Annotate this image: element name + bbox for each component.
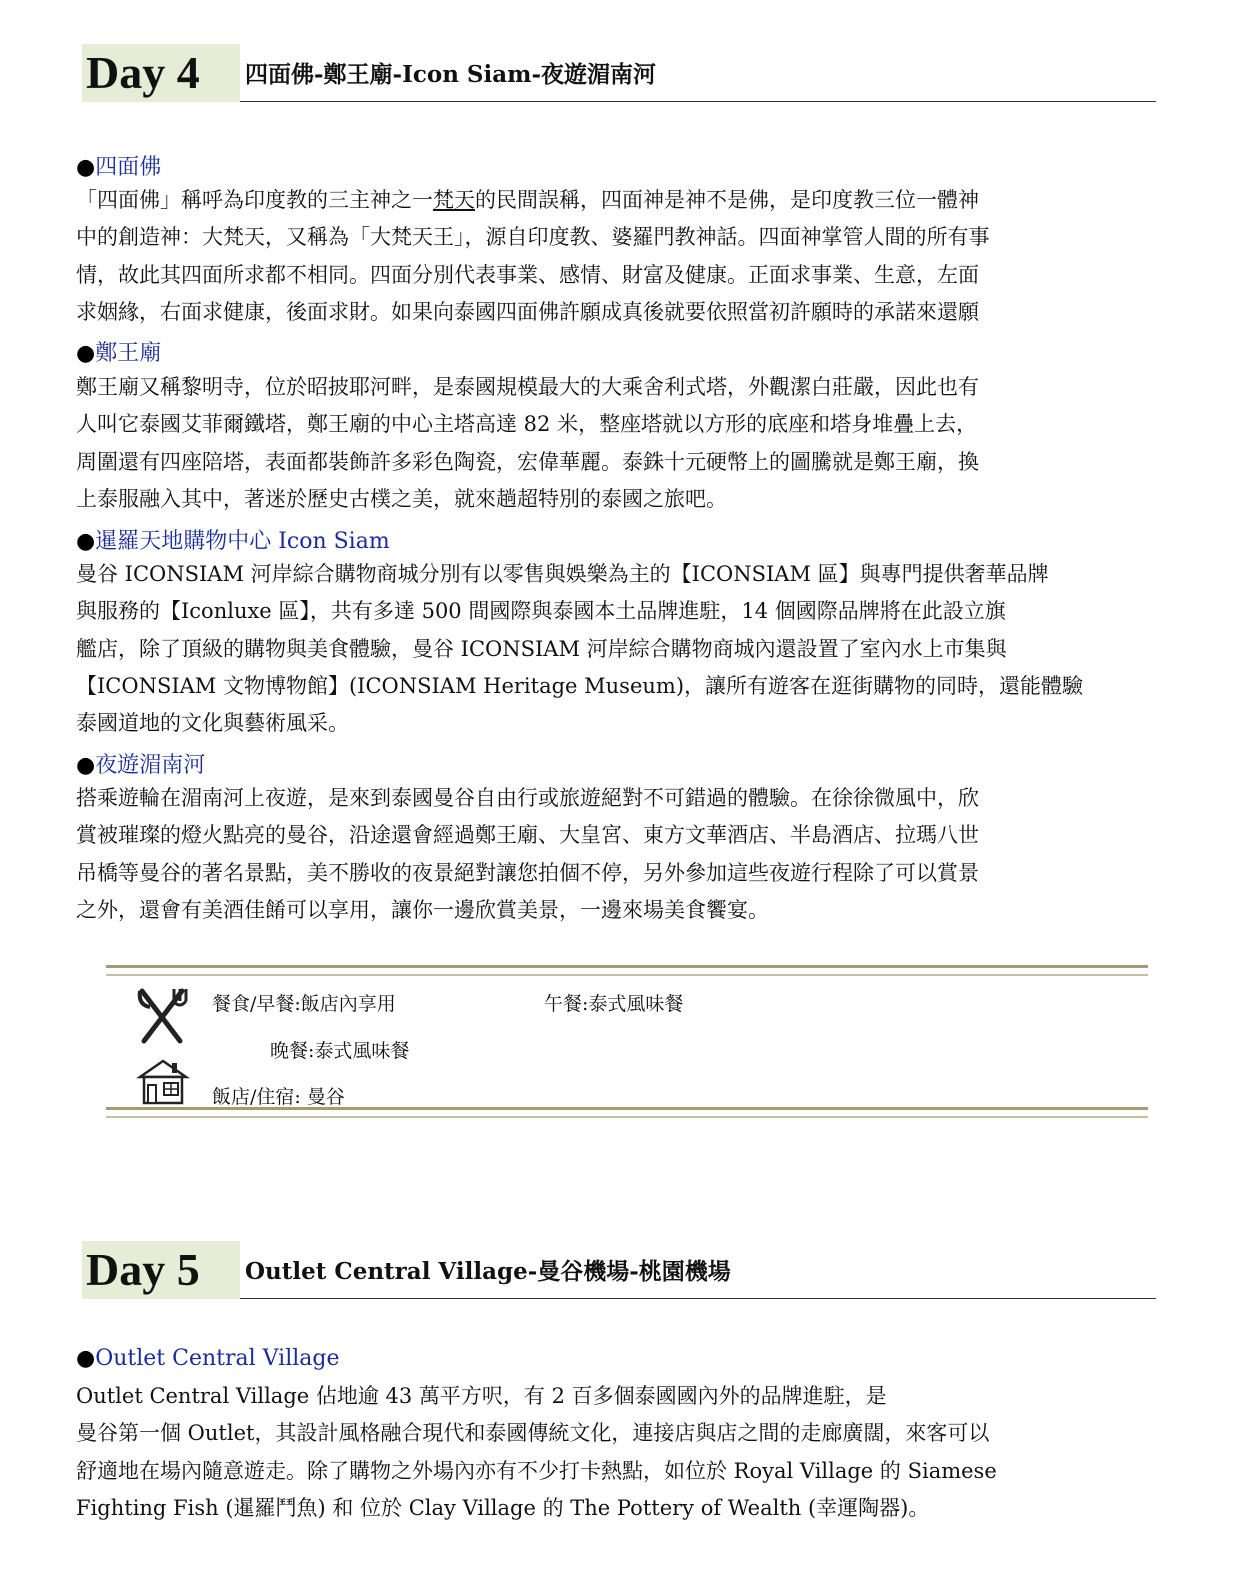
- dinner-text: 晚餐:泰式風味餐: [270, 1040, 410, 1062]
- brahma-underlined-term: 梵天: [433, 188, 475, 212]
- house-icon: [136, 1059, 190, 1109]
- paragraph-line: 吊橋等曼谷的著名景點，美不勝收的夜景絕對讓您拍個不停，另外參加這些夜遊行程除了可以賞景: [76, 860, 979, 885]
- lunch-text: 午餐:泰式風味餐: [544, 993, 684, 1015]
- paragraph-line: Outlet Central Village 佔地逾 43 萬平方呎，有 2 百多個泰國國內外的品牌進駐，是: [76, 1384, 887, 1408]
- day5-header: [82, 1241, 1156, 1301]
- section-heading-outlet-central-village: ●Outlet Central Village: [76, 1346, 340, 1371]
- paragraph-line: 曼谷 ICONSIAM 河岸綜合購物商城分別有以零售與娛樂為主的【ICONSIAM 區】與專門提供奢華品牌: [76, 562, 1049, 586]
- fork-knife-icon: [136, 987, 188, 1049]
- paragraph-line: 與服務的【Iconluxe 區】，共有多達 500 間國際與泰國本土品牌進駐，14 個國際品牌將在此設立旗: [76, 599, 1006, 624]
- paragraph-line: 搭乘遊輪在湄南河上夜遊，是來到泰國曼谷自由行或旅遊絕對不可錯過的體驗。在徐徐微風中，欣: [76, 786, 979, 810]
- paragraph-line: 求姻緣，右面求健康，後面求財。如果向泰國四面佛許願成真後就要依照當初許願時的承諾來還願: [76, 299, 979, 324]
- bullet-icon: ●: [76, 529, 96, 554]
- section-heading-icon-siam: ●暹羅天地購物中心 Icon Siam: [76, 529, 390, 554]
- paragraph-line: 情，故此其四面所求都不相同。四面分別代表事業、感情、財富及健康。正面求事業、生意，左面: [76, 262, 979, 287]
- hotel-text: 飯店/住宿: 曼谷: [212, 1086, 345, 1108]
- bullet-icon: ●: [76, 341, 96, 366]
- paragraph-line: 人叫它泰國艾菲爾鐵塔，鄭王廟的中心主塔高達 82 米，整座塔就以方形的底座和塔身堆疊上去，: [76, 412, 978, 437]
- paragraph-line: 「四面佛」稱呼為印度教的三主神之一梵天的民間誤稱，四面神是神不是佛，是印度教三位一體神: [76, 188, 979, 212]
- bullet-icon: ●: [76, 155, 96, 180]
- paragraph-line: 賞被璀璨的燈火點亮的曼谷，沿途還會經過鄭王廟、大皇宮、東方文華酒店、半島酒店、拉瑪八世: [76, 823, 979, 848]
- day5-title-rule: [240, 1298, 1156, 1299]
- paragraph-line: 舒適地在場內隨意遊走。除了購物之外場內亦有不少打卡熱點，如位於 Royal Village 的 Siamese: [76, 1458, 997, 1483]
- section-heading-wat-arun: ●鄭王廟: [76, 341, 162, 366]
- paragraph-line: 泰國道地的文化與藝術風采。: [76, 711, 349, 736]
- day4-header: [82, 44, 1156, 104]
- paragraph-line: 中的創造神：大梵天，又稱為「大梵天王」，源自印度教、婆羅門教神話。四面神掌管人間的所有事: [76, 225, 990, 250]
- section-body-four-faced-buddha: [76, 182, 1162, 331]
- paragraph-line: 艦店，除了頂級的購物與美食體驗，曼谷 ICONSIAM 河岸綜合購物商城內還設置了室內水上市集與: [76, 636, 1007, 661]
- paragraph-line: 【ICONSIAM 文物博物館】(ICONSIAM Heritage Museum)，讓所有遊客在逛街購物的同時，還能體驗: [76, 673, 1084, 698]
- day4-title-rule: [240, 101, 1156, 102]
- day5-title: Outlet Central Village-曼谷機場-桃園機場: [245, 1258, 731, 1285]
- section-body-icon-siam: [76, 556, 1162, 742]
- paragraph-line: 之外，還會有美酒佳餚可以享用，讓你一邊欣賞美景，一邊來場美食饗宴。: [76, 897, 769, 922]
- meal-box-bottom-rule: [106, 1107, 1148, 1118]
- meal-box-top-rule: [106, 965, 1148, 976]
- meal-hotel-box: [106, 965, 1148, 1123]
- section-body-outlet-central-village: [76, 1378, 1162, 1527]
- breakfast-text: 餐食/早餐:飯店內享用: [212, 993, 396, 1015]
- bullet-icon: ●: [76, 753, 96, 778]
- day4-title: 四面佛-鄭王廟-Icon Siam-夜遊湄南河: [245, 61, 657, 88]
- paragraph-line: 上泰服融入其中，著迷於歷史古樸之美，就來趟超特別的泰國之旅吧。: [76, 486, 727, 511]
- paragraph-line: 鄭王廟又稱黎明寺，位於昭披耶河畔，是泰國規模最大的大乘舍利式塔，外觀潔白莊嚴，因此也有: [76, 375, 979, 399]
- bullet-icon: ●: [76, 1346, 96, 1371]
- section-body-wat-arun: [76, 369, 1162, 518]
- section-body-night-cruise: [76, 780, 1162, 929]
- section-heading-night-cruise: ●夜遊湄南河: [76, 753, 206, 778]
- section-heading-four-faced-buddha: ●四面佛: [76, 155, 162, 180]
- day5-badge: Day 5: [82, 1241, 240, 1299]
- paragraph-line: 曼谷第一個 Outlet，其設計風格融合現代和泰國傳統文化，連接店與店之間的走廊廣闊，來客可以: [76, 1421, 990, 1446]
- day4-badge: Day 4: [82, 44, 240, 102]
- paragraph-line: Fighting Fish (暹羅鬥魚) 和 位於 Clay Village 的 The Pottery of Wealth (幸運陶器)。: [76, 1495, 930, 1520]
- paragraph-line: 周圍還有四座陪塔，表面都裝飾許多彩色陶瓷，宏偉華麗。泰銖十元硬幣上的圖騰就是鄭王廟，換: [76, 449, 979, 474]
